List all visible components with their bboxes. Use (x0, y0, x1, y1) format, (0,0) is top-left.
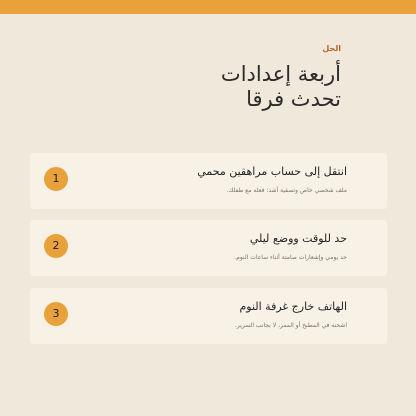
step-number-badge: 3 (44, 302, 68, 326)
step-title: حد للوقت ووضع ليلي (249, 232, 347, 245)
page-title-line-2: تحدث فرقا (246, 87, 341, 111)
step-card-2[interactable] (30, 220, 387, 276)
step-title: انتقل إلى حساب مراهقين محمي (197, 165, 347, 178)
step-text (87, 232, 347, 262)
step-number-badge: 2 (44, 234, 68, 258)
step-title: الهاتف خارج غرفة النوم (239, 300, 347, 313)
step-description: اشحنه في المطبخ أو الممر، لا بجانب السرير. (234, 322, 347, 329)
step-card-1[interactable] (30, 153, 387, 209)
page-title (221, 62, 341, 112)
step-description: حد يومي وإشعارات صامتة أثناء ساعات النوم. (234, 254, 347, 261)
step-description: ملف شخصي خاص وتصفية أشد: فعله مع طفلك. (226, 187, 347, 194)
page-header (221, 44, 341, 112)
section-eyebrow: الحل (322, 44, 341, 53)
step-text (87, 165, 347, 195)
page-title-line-1: أربعة إعدادات (220, 62, 341, 86)
step-text (87, 300, 347, 330)
step-number-badge: 1 (44, 167, 68, 191)
step-card-3[interactable] (30, 288, 387, 344)
top-accent-bar (0, 0, 416, 14)
